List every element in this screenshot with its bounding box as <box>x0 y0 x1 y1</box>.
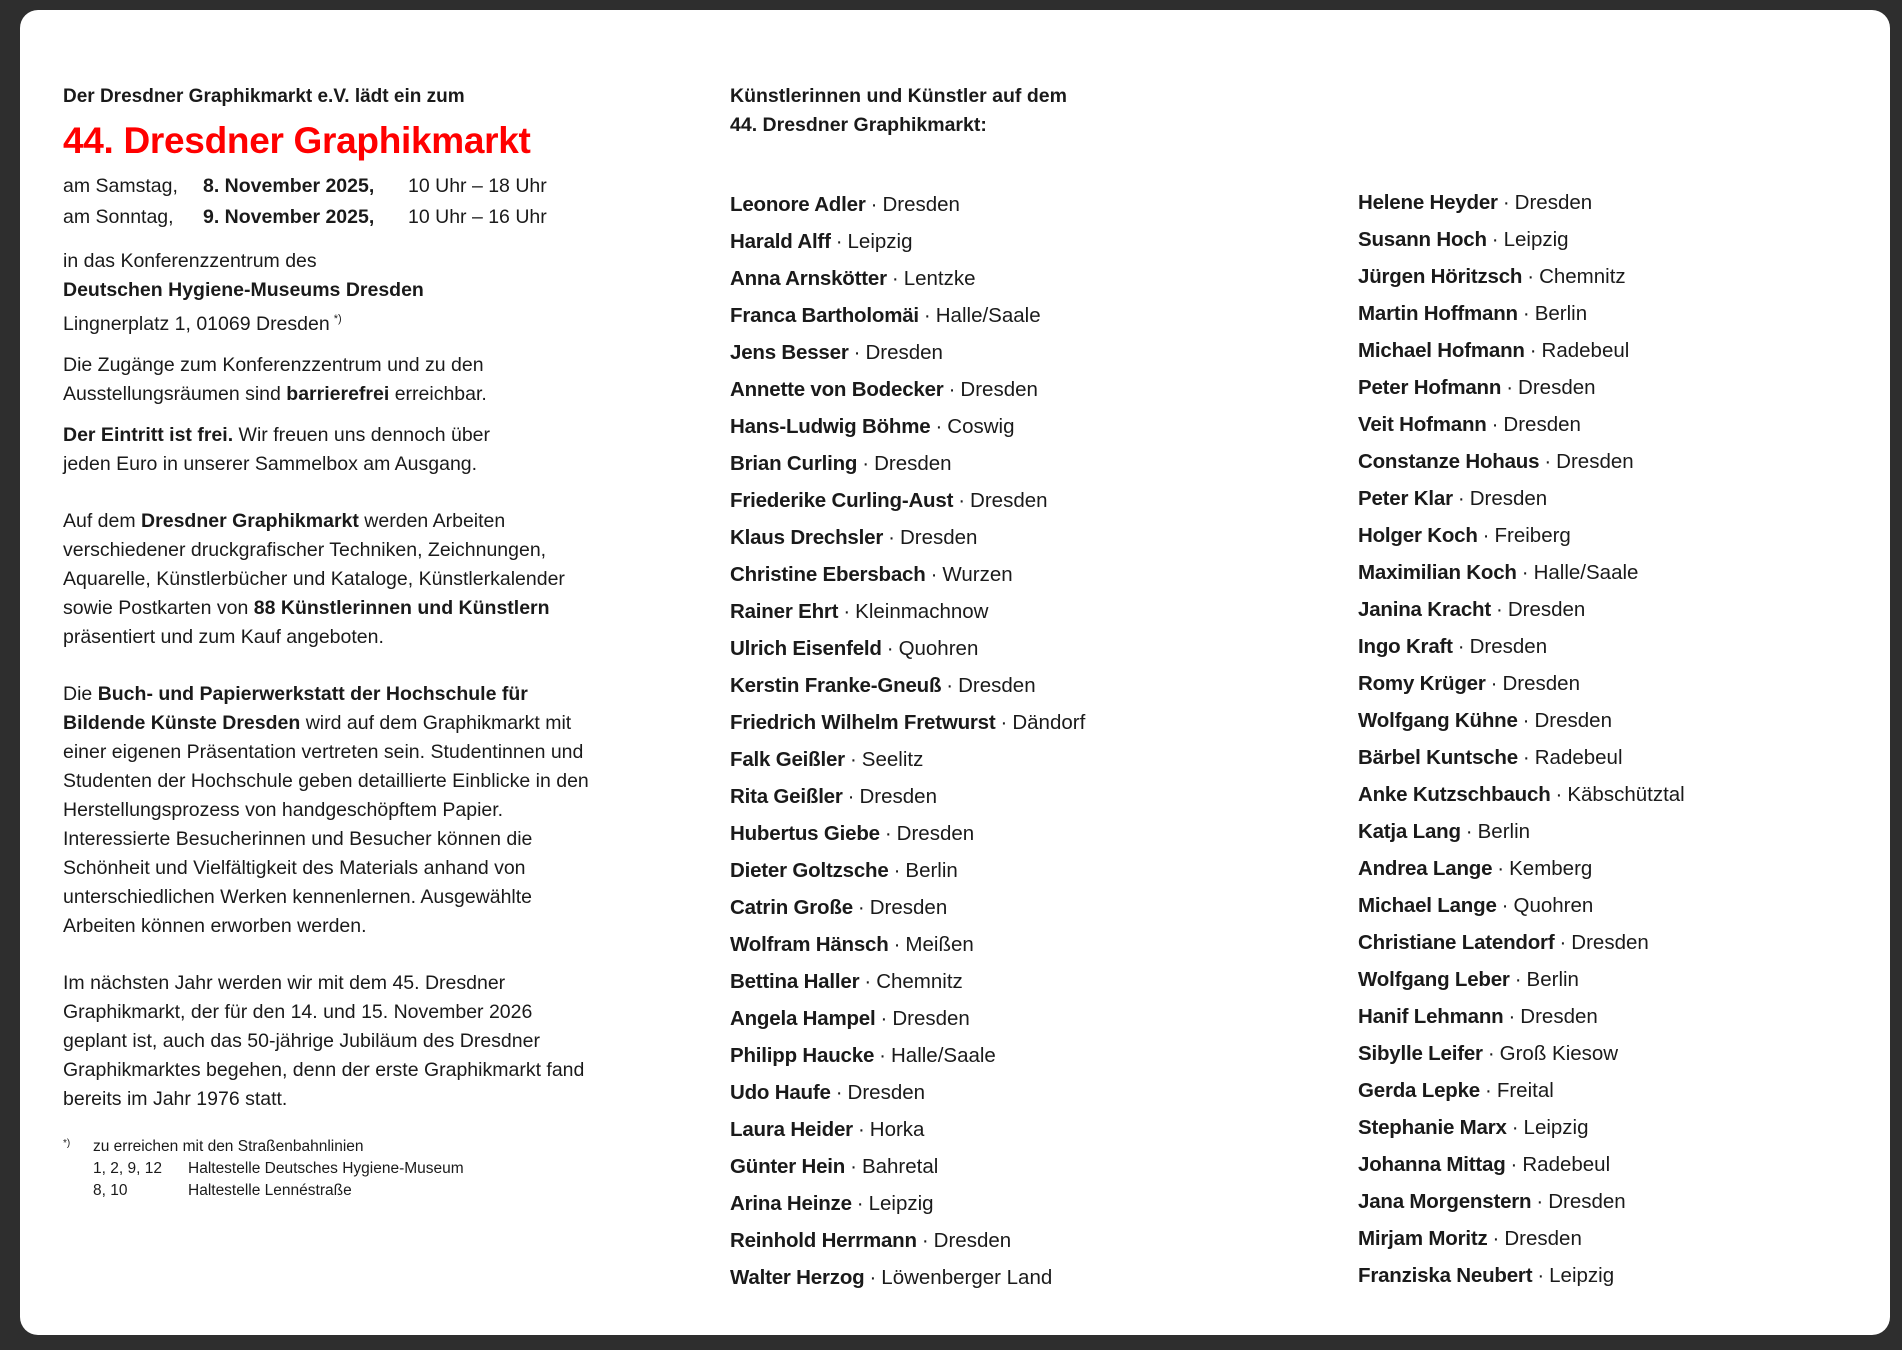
separator-dot: · <box>1487 1042 1495 1065</box>
artist-entry <box>730 260 1085 297</box>
artist-city: Leipzig <box>1523 1116 1589 1139</box>
separator-dot: · <box>880 1007 888 1030</box>
artist-entry <box>1358 1109 1685 1146</box>
artist-entry <box>730 297 1085 334</box>
separator-dot: · <box>864 970 872 993</box>
artist-name: Catrin Große <box>730 896 853 919</box>
artist-city: Kleinmachnow <box>855 600 989 623</box>
accessibility-note <box>63 351 623 409</box>
separator-dot: · <box>1527 265 1535 288</box>
artist-name: Harald Alff <box>730 230 831 253</box>
artist-city: Quohren <box>898 637 979 660</box>
workshop-paragraph <box>63 680 598 941</box>
artist-name: Anna Arnskötter <box>730 267 887 290</box>
artist-name: Hans-Ludwig Böhme <box>730 415 931 438</box>
artist-entry <box>1358 776 1685 813</box>
artist-entry <box>730 1111 1085 1148</box>
artist-entry <box>1358 1183 1685 1220</box>
separator-dot: · <box>849 748 857 771</box>
artist-entry <box>730 445 1085 482</box>
offer-text-2: werden Arbeiten verschiedener druckgrafischer Techniken, Zeichnungen, Aquarelle, Künstlerbücher und Kataloge, Künstlerkalender sowie Postkarten von <box>63 510 565 619</box>
artist-city: Quohren <box>1513 894 1594 917</box>
artist-entry <box>730 1000 1085 1037</box>
artist-entry <box>730 482 1085 519</box>
footnote-reference: *) <box>333 313 342 325</box>
artist-name: Klaus Drechsler <box>730 526 884 549</box>
artist-entry <box>1358 221 1685 258</box>
artist-entry <box>730 1185 1085 1222</box>
separator-dot: · <box>1506 376 1514 399</box>
artist-city: Dresden <box>874 452 952 475</box>
separator-dot: · <box>923 304 931 327</box>
tram-stop: Haltestelle Deutsches Hygiene-Museum <box>188 1160 464 1177</box>
artist-entry <box>1358 813 1685 850</box>
entry-free-bold: Der Eintritt ist frei. <box>63 424 234 446</box>
artist-name: Annette von Bodecker <box>730 378 944 401</box>
footnote <box>63 1136 623 1202</box>
separator-dot: · <box>1501 894 1509 917</box>
artist-name: Ulrich Eisenfeld <box>730 637 882 660</box>
artist-name: Kerstin Franke-Gneuß <box>730 674 942 697</box>
artist-city: Halle/Saale <box>890 1044 996 1067</box>
artist-city: Leipzig <box>847 230 913 253</box>
artist-name: Friederike Curling-Aust <box>730 489 954 512</box>
artist-list-column-2 <box>1358 184 1685 1294</box>
artist-name: Bärbel Kuntsche <box>1358 746 1518 769</box>
separator-dot: · <box>853 341 861 364</box>
separator-dot: · <box>856 1192 864 1215</box>
artist-name: Peter Klar <box>1358 487 1453 510</box>
separator-dot: · <box>862 452 870 475</box>
document-page <box>20 10 1890 1335</box>
artist-name: Sibylle Leifer <box>1358 1042 1483 1065</box>
artist-entry <box>730 741 1085 778</box>
artist-name: Jens Besser <box>730 341 849 364</box>
artist-entry <box>1358 443 1685 480</box>
artist-name: Andrea Lange <box>1358 857 1493 880</box>
artist-entry <box>1358 665 1685 702</box>
time-value: 10 Uhr – 18 Uhr <box>408 175 547 197</box>
separator-dot: · <box>1521 561 1529 584</box>
artist-entry <box>1358 924 1685 961</box>
artist-city: Dresden <box>1504 1227 1582 1250</box>
date-value: 8. November 2025, <box>203 175 375 197</box>
separator-dot: · <box>857 896 865 919</box>
artist-entry <box>730 186 1085 223</box>
artist-name: Romy Krüger <box>1358 672 1486 695</box>
workshop-bold: Buch- und Papierwerkstatt der Hochschule für Bildende Künste Dresden <box>63 683 528 734</box>
artist-entry <box>730 1259 1085 1296</box>
artist-name: Rainer Ehrt <box>730 600 839 623</box>
separator-dot: · <box>1497 857 1505 880</box>
separator-dot: · <box>948 378 956 401</box>
artist-city: Dresden <box>1548 1190 1626 1213</box>
artist-name: Martin Hoffmann <box>1358 302 1518 325</box>
artist-name: Ingo Kraft <box>1358 635 1453 658</box>
artist-entry <box>1358 406 1685 443</box>
artist-city: Dresden <box>1520 1005 1598 1028</box>
artist-name: Brian Curling <box>730 452 858 475</box>
separator-dot: · <box>1492 1227 1500 1250</box>
artist-entry <box>730 852 1085 889</box>
date-row-saturday <box>63 171 623 202</box>
artist-name: Christiane Latendorf <box>1358 931 1555 954</box>
separator-dot: · <box>1522 746 1530 769</box>
artist-entry <box>730 1148 1085 1185</box>
artist-entry <box>1358 184 1685 221</box>
artist-entry <box>730 1074 1085 1111</box>
artist-name: Philipp Haucke <box>730 1044 875 1067</box>
offer-bold-2: 88 Künstlerinnen und Künstlern <box>253 597 550 619</box>
artist-city: Halle/Saale <box>935 304 1041 327</box>
separator-dot: · <box>893 933 901 956</box>
separator-dot: · <box>1495 598 1503 621</box>
artist-city: Dresden <box>958 674 1036 697</box>
artist-name: Katja Lang <box>1358 820 1461 843</box>
artist-entry <box>1358 702 1685 739</box>
artist-entry <box>1358 1220 1685 1257</box>
separator-dot: · <box>1555 783 1563 806</box>
artist-city: Dändorf <box>1012 711 1086 734</box>
artist-entry <box>730 704 1085 741</box>
artist-name: Angela Hampel <box>730 1007 876 1030</box>
separator-dot: · <box>891 267 899 290</box>
artist-entry <box>1358 1257 1685 1294</box>
artist-city: Dresden <box>1503 413 1581 436</box>
artist-entry <box>730 926 1085 963</box>
artists-heading-line-2: 44. Dresdner Graphikmarkt: <box>730 114 987 136</box>
artist-city: Berlin <box>1534 302 1588 325</box>
artist-name: Dieter Goltzsche <box>730 859 889 882</box>
offer-bold-1: Dresdner Graphikmarkt <box>141 510 359 532</box>
artist-list-column-1 <box>730 186 1085 1296</box>
artist-city: Berlin <box>905 859 958 882</box>
artist-city: Chemnitz <box>1539 265 1626 288</box>
separator-dot: · <box>1510 1153 1518 1176</box>
artist-city: Radebeul <box>1534 746 1623 769</box>
separator-dot: · <box>835 230 843 253</box>
tram-row <box>63 1180 623 1202</box>
artist-city: Dresden <box>892 1007 970 1030</box>
separator-dot: · <box>930 563 938 586</box>
artist-city: Dresden <box>1469 635 1548 658</box>
artist-name: Franca Bartholomäi <box>730 304 919 327</box>
accessibility-text-end: erreichbar. <box>389 383 487 405</box>
artist-city: Dresden <box>896 822 975 845</box>
offer-paragraph <box>63 507 598 652</box>
artist-city: Freiberg <box>1494 524 1571 547</box>
artist-name: Friedrich Wilhelm Fretwurst <box>730 711 996 734</box>
artist-entry <box>1358 998 1685 1035</box>
artist-entry <box>730 815 1085 852</box>
accessibility-text: Die Zugänge zum Konferenzzentrum und zu den Ausstellungsräumen sind <box>63 354 484 405</box>
artist-entry <box>730 889 1085 926</box>
artist-name: Constanze Hohaus <box>1358 450 1540 473</box>
artist-city: Dresden <box>960 378 1038 401</box>
footnote-intro-row <box>63 1136 623 1158</box>
accessibility-bold: barrierefrei <box>286 383 390 405</box>
artist-city: Seelitz <box>861 748 924 771</box>
artist-city: Lentzke <box>903 267 976 290</box>
artist-city: Dresden <box>865 341 943 364</box>
artist-entry <box>730 223 1085 260</box>
time-value: 10 Uhr – 16 Uhr <box>408 206 547 228</box>
separator-dot: · <box>1457 635 1465 658</box>
artist-entry <box>1358 517 1685 554</box>
artist-name: Jana Morgenstern <box>1358 1190 1532 1213</box>
artist-city: Dresden <box>1518 376 1596 399</box>
artist-name: Laura Heider <box>730 1118 853 1141</box>
footnote-intro: zu erreichen mit den Straßenbahnlinien <box>93 1138 364 1155</box>
separator-dot: · <box>1544 450 1552 473</box>
artist-entry <box>1358 628 1685 665</box>
address-text: Lingnerplatz 1, 01069 Dresden <box>63 313 330 335</box>
separator-dot: · <box>835 1081 843 1104</box>
artist-entry <box>1358 1072 1685 1109</box>
artist-name: Anke Kutzschbauch <box>1358 783 1551 806</box>
artist-city: Halle/Saale <box>1533 561 1639 584</box>
artist-name: Franziska Neubert <box>1358 1264 1533 1287</box>
entry-note <box>63 421 533 479</box>
artist-entry <box>1358 739 1685 776</box>
venue-name: Deutschen Hygiene-Museums Dresden <box>63 279 424 301</box>
artist-entry <box>1358 591 1685 628</box>
day-label: am Samstag, <box>63 175 178 197</box>
separator-dot: · <box>888 526 895 549</box>
artist-name: Rita Geißler <box>730 785 843 808</box>
artist-entry <box>730 963 1085 1000</box>
day-label: am Sonntag, <box>63 206 174 228</box>
separator-dot: · <box>958 489 966 512</box>
artist-city: Chemnitz <box>876 970 963 993</box>
artist-entry <box>730 1037 1085 1074</box>
artist-city: Dresden <box>933 1229 1012 1252</box>
artist-city: Käbschütztal <box>1567 783 1685 806</box>
artist-entry <box>1358 258 1685 295</box>
artist-city: Leipzig <box>1549 1264 1615 1287</box>
separator-dot: · <box>869 1266 877 1289</box>
artist-entry <box>730 408 1085 445</box>
artist-name: Udo Haufe <box>730 1081 831 1104</box>
artist-name: Bettina Haller <box>730 970 860 993</box>
artist-entry <box>730 371 1085 408</box>
artist-name: Michael Hofmann <box>1358 339 1525 362</box>
artist-city: Dresden <box>1571 931 1649 954</box>
artist-name: Falk Geißler <box>730 748 845 771</box>
artist-city: Dresden <box>869 896 948 919</box>
separator-dot: · <box>843 600 851 623</box>
tram-stop: Haltestelle Lennéstraße <box>188 1182 352 1199</box>
artist-name: Wolfgang Leber <box>1358 968 1510 991</box>
artist-city: Berlin <box>1526 968 1579 991</box>
artists-heading-line-1: Künstlerinnen und Künstler auf dem <box>730 85 1067 107</box>
venue-address <box>63 305 623 339</box>
separator-dot: · <box>857 1118 865 1141</box>
next-year-paragraph: Im nächsten Jahr werden wir mit dem 45. Dresdner Graphikmarkt, der für den 14. und 15. November 2026 geplant ist, auch das 50-jährige Jubiläum des Dresdner Graphikmarktes begehen, denn der erste Graphikmarkt fand bereits im Jahr 1976 statt. <box>63 972 585 1110</box>
artist-name: Holger Koch <box>1358 524 1478 547</box>
artist-name: Hanif Lehmann <box>1358 1005 1504 1028</box>
artist-city: Groß Kiesow <box>1499 1042 1619 1065</box>
artist-city: Dresden <box>1514 191 1593 214</box>
artist-name: Reinhold Herrmann <box>730 1229 917 1252</box>
artist-city: Dresden <box>1507 598 1586 621</box>
artist-entry <box>1358 850 1685 887</box>
date-value: 9. November 2025, <box>203 206 375 228</box>
artist-entry <box>1358 554 1685 591</box>
artist-city: Leipzig <box>868 1192 934 1215</box>
artist-entry <box>1358 1146 1685 1183</box>
artist-name: Susann Hoch <box>1358 228 1487 251</box>
artist-city: Leipzig <box>1503 228 1569 251</box>
artist-city: Dresden <box>970 489 1048 512</box>
separator-dot: · <box>1482 524 1490 547</box>
artist-city: Berlin <box>1477 820 1531 843</box>
artist-city: Dresden <box>1556 450 1634 473</box>
artist-name: Gerda Lepke <box>1358 1079 1480 1102</box>
tram-lines: 8, 10 <box>93 1182 128 1199</box>
workshop-text-2: wird auf dem Graphikmarkt mit einer eigenen Präsentation vertreten sein. Studentinnen und Studenten der Hochschule geben detaillierte Einblicke in den Herstellungsprozess von handgeschöpftem Papier. Interessierte Besucherinnen und Besucher können die Schönheit und Vielfältigkeit des Materials anhand von unterschiedlichen Werken kennenlernen. Ausgewählte Arbeiten können erworben werden. <box>63 712 589 937</box>
separator-dot: · <box>935 415 943 438</box>
artist-city: Dresden <box>1502 672 1580 695</box>
artist-name: Veit Hofmann <box>1358 413 1487 436</box>
artist-name: Stephanie Marx <box>1358 1116 1507 1139</box>
separator-dot: · <box>1502 191 1510 214</box>
artists-heading <box>730 82 1067 140</box>
separator-dot: · <box>847 785 855 808</box>
artist-entry <box>1358 480 1685 517</box>
separator-dot: · <box>1529 339 1537 362</box>
separator-dot: · <box>884 822 892 845</box>
artist-entry <box>730 667 1085 704</box>
invitation-intro: Der Dresdner Graphikmarkt e.V. lädt ein zum <box>63 86 465 107</box>
separator-dot: · <box>1491 228 1499 251</box>
artist-name: Michael Lange <box>1358 894 1497 917</box>
separator-dot: · <box>1485 1079 1492 1102</box>
separator-dot: · <box>886 637 894 660</box>
tram-row <box>63 1158 623 1180</box>
artist-entry <box>730 593 1085 630</box>
separator-dot: · <box>1490 672 1498 695</box>
offer-text-3: präsentiert und zum Kauf angeboten. <box>63 626 384 648</box>
separator-dot: · <box>921 1229 929 1252</box>
separator-dot: · <box>1457 487 1465 510</box>
artist-name: Christine Ebersbach <box>730 563 926 586</box>
artist-name: Johanna Mittag <box>1358 1153 1506 1176</box>
separator-dot: · <box>850 1155 857 1178</box>
artist-entry <box>730 334 1085 371</box>
artist-city: Radebeul <box>1522 1153 1611 1176</box>
footnote-mark: *) <box>63 1138 71 1149</box>
separator-dot: · <box>1000 711 1008 734</box>
artist-city: Bahretal <box>861 1155 939 1178</box>
separator-dot: · <box>1536 1190 1544 1213</box>
artist-entry <box>730 519 1085 556</box>
separator-dot: · <box>1491 413 1499 436</box>
separator-dot: · <box>1522 709 1530 732</box>
artist-name: Peter Hofmann <box>1358 376 1502 399</box>
venue-intro: in das Konferenzzentrum des <box>63 250 317 272</box>
separator-dot: · <box>870 193 878 216</box>
artist-name: Maximilian Koch <box>1358 561 1517 584</box>
artist-name: Arina Heinze <box>730 1192 852 1215</box>
artist-entry <box>1358 961 1685 998</box>
tram-lines: 1, 2, 9, 12 <box>93 1160 162 1177</box>
entry-text: Wir freuen uns dennoch über jeden Euro in unserer Sammelbox am Ausgang. <box>63 424 491 475</box>
artist-entry <box>730 778 1085 815</box>
artist-entry <box>730 630 1085 667</box>
artist-name: Jürgen Höritzsch <box>1358 265 1523 288</box>
artist-name: Helene Heyder <box>1358 191 1498 214</box>
artist-city: Kemberg <box>1509 857 1593 880</box>
date-row-sunday <box>63 202 623 233</box>
artist-city: Dresden <box>847 1081 926 1104</box>
artist-name: Walter Herzog <box>730 1266 865 1289</box>
separator-dot: · <box>893 859 901 882</box>
separator-dot: · <box>1522 302 1530 325</box>
event-info-column <box>63 82 623 1202</box>
artist-city: Freital <box>1496 1079 1554 1102</box>
separator-dot: · <box>1514 968 1522 991</box>
separator-dot: · <box>1559 931 1567 954</box>
artist-city: Löwenberger Land <box>881 1266 1053 1289</box>
separator-dot: · <box>946 674 954 697</box>
artist-name: Wolfgang Kühne <box>1358 709 1518 732</box>
separator-dot: · <box>879 1044 886 1067</box>
artist-city: Dresden <box>882 193 960 216</box>
workshop-text-1: Die <box>63 683 98 705</box>
artist-name: Hubertus Giebe <box>730 822 880 845</box>
artist-name: Mirjam Moritz <box>1358 1227 1488 1250</box>
separator-dot: · <box>1465 820 1473 843</box>
artist-city: Horka <box>869 1118 925 1141</box>
artist-city: Radebeul <box>1541 339 1630 362</box>
artist-city: Dresden <box>1469 487 1548 510</box>
separator-dot: · <box>1508 1005 1516 1028</box>
separator-dot: · <box>1511 1116 1519 1139</box>
artist-entry <box>1358 1035 1685 1072</box>
separator-dot: · <box>1537 1264 1545 1287</box>
artist-name: Janina Kracht <box>1358 598 1491 621</box>
artist-entry <box>730 1222 1085 1259</box>
artist-city: Dresden <box>1534 709 1612 732</box>
offer-text-1: Auf dem <box>63 510 142 532</box>
artist-entry <box>1358 369 1685 406</box>
artist-city: Dresden <box>859 785 937 808</box>
artist-city: Wurzen <box>942 563 1013 586</box>
artist-name: Wolfram Hänsch <box>730 933 889 956</box>
artist-entry <box>1358 295 1685 332</box>
artist-city: Coswig <box>947 415 1015 438</box>
artist-entry <box>1358 332 1685 369</box>
event-title: 44. Dresdner Graphikmarkt <box>63 120 531 161</box>
artist-entry <box>730 556 1085 593</box>
artist-name: Günter Hein <box>730 1155 846 1178</box>
artist-name: Leonore Adler <box>730 193 866 216</box>
artist-entry <box>1358 887 1685 924</box>
artist-city: Dresden <box>899 526 978 549</box>
artist-city: Meißen <box>905 933 974 956</box>
